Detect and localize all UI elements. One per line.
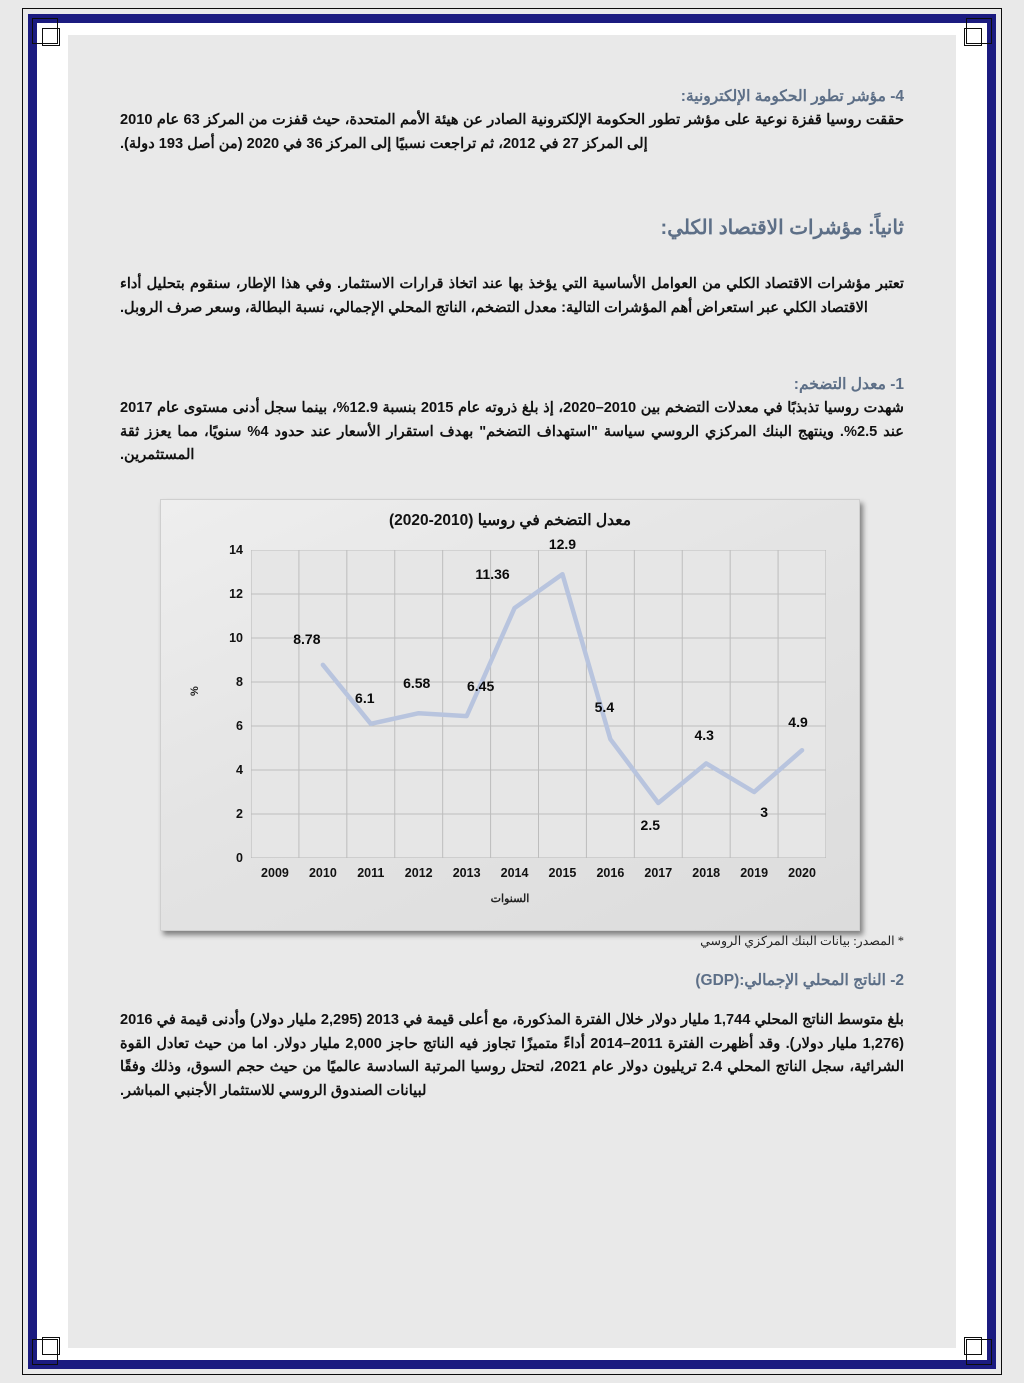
section-macro-paragraph-wrap	[120, 273, 904, 320]
chart-data-label: 11.36	[475, 566, 510, 583]
chart-data-label: 6.45	[467, 678, 495, 695]
chart-data-label: 3	[760, 804, 769, 820]
chart-data-label: 5.4	[594, 699, 615, 716]
chart-y-tick-label: 14	[229, 543, 243, 557]
section-egov-heading-wrap	[120, 87, 904, 106]
chart-y-tick-label: 10	[229, 631, 243, 645]
chart-plot-area	[251, 550, 826, 858]
section-gdp-heading-wrap	[120, 971, 904, 990]
section-egov-paragraph: حققت روسيا قفزة نوعية على مؤشر تطور الحكومة الإلكترونية الصادر عن هيئة الأمم المتحدة، حيث قفزت من المركز 63 عام 2010 إلى المركز 27 في 2012، ثم تراجعت نسبيًا إلى المركز 36 في 2020 (من أصل 193 دولة).	[120, 112, 904, 152]
chart-svg	[251, 550, 826, 858]
chart-x-tick-label: 2011	[357, 866, 385, 880]
chart-data-label: 6.1	[355, 689, 375, 706]
chart-x-tick-label: 2020	[788, 866, 816, 880]
chart-x-axis-label: السنوات	[490, 893, 530, 905]
chart-x-tick-label: 2015	[548, 866, 577, 880]
document-sheet	[68, 35, 956, 1348]
section-gdp-paragraph-wrap	[120, 1009, 904, 1104]
section-macro-paragraph: تعتبر مؤشرات الاقتصاد الكلي من العوامل الأساسية التي يؤخذ بها عند اتخاذ قرارات الاستثمار. وفي هذا الإطار، سنقوم بتحليل أداء الاقتصاد الكلي عبر استعراض أهم المؤشرات التالية: معدل التضخم، الناتج المحلي الإجمالي، نسبة البطالة، وسعر صرف الروبل.	[120, 276, 904, 316]
chart-y-tick-label: 2	[236, 807, 243, 821]
chart-x-tick-label: 2014	[500, 866, 529, 880]
chart-y-tick-label: 8	[236, 675, 243, 689]
chart-data-label: 4.3	[694, 727, 714, 744]
section-egov-heading: 4- مؤشر تطور الحكومة الإلكترونية:	[680, 88, 904, 105]
chart-y-tick-label: 12	[229, 587, 243, 601]
corner-ornament-top-left-inner	[42, 28, 60, 46]
chart-data-label: 4.9	[788, 714, 808, 731]
chart-x-tick-label: 2013	[452, 866, 481, 880]
section-egov-paragraph-wrap	[120, 109, 904, 156]
inflation-chart	[160, 499, 860, 931]
corner-ornament-bottom-left-inner	[42, 1337, 60, 1355]
chart-data-label: 6.58	[403, 675, 431, 692]
chart-x-tick-label: 2019	[740, 866, 769, 880]
chart-data-label: 8.78	[293, 630, 321, 647]
section-gdp-heading: 2- الناتج المحلي الإجمالي:(GDP)	[695, 972, 904, 989]
section-macro-heading: ثانياً: مؤشرات الاقتصاد الكلي:	[660, 217, 904, 239]
chart-x-tick-label: 2010	[308, 866, 337, 880]
section-macro-heading-wrap	[120, 215, 904, 240]
section-inflation-heading: 1- معدل التضخم:	[793, 376, 904, 393]
chart-x-tick-label: 2009	[261, 866, 289, 880]
chart-y-tick-label: 0	[236, 851, 243, 865]
section-inflation-paragraph: شهدت روسيا تذبذبًا في معدلات التضخم بين 2010–2020، إذ بلغ ذروته عام 2015 بنسبة 12.9%، بينما سجل أدنى مستوى عام 2017 عند 2.5%. وينتهج البنك المركزي الروسي سياسة "استهداف التضخم" بهدف استقرار الأسعار عند حدود 4% سنويًا، مما يعزز ثقة المستثمرين.	[120, 400, 904, 464]
corner-ornament-top-right-inner	[964, 28, 982, 46]
chart-x-tick-label: 2018	[692, 866, 721, 880]
chart-data-label: 12.9	[548, 536, 577, 553]
chart-title: معدل التضخم في روسيا (2010-2020)	[388, 512, 632, 529]
chart-x-tick-label: 2012	[404, 866, 433, 880]
section-inflation-heading-wrap	[120, 375, 904, 394]
chart-y-tick-label: 6	[236, 719, 243, 733]
corner-ornament-bottom-right-inner	[964, 1337, 982, 1355]
chart-source-note: * المصدر: بيانات البنك المركزي الروسي	[700, 934, 904, 948]
chart-x-tick-label: 2016	[596, 866, 625, 880]
section-gdp-paragraph: بلغ متوسط الناتج المحلي 1,744 مليار دولار خلال الفترة المذكورة، مع أعلى قيمة في 2013 (2,295 مليار دولار) وأدنى قيمة في 2016 (1,276 مليار دولار). وقد أظهرت الفترة 2011–2014 أداءً متميزًا تجاوز فيه الناتج حاجز 2,000 مليار دولار. اما من حيث تعادل القوة الشرائية، سجل الناتج المحلي 2.4 تريليون دولار عام 2021، لتحتل روسيا المرتبة السادسة عالميًا من حيث حجم السوق، وذلك وفقًا لبيانات الصندوق الروسي للاستثمار الأجنبي المباشر.	[120, 1012, 905, 1099]
chart-source-note-wrap	[120, 933, 904, 949]
chart-y-tick-label: 4	[236, 763, 243, 777]
chart-x-tick-label: 2017	[644, 866, 673, 880]
chart-y-axis-label: %	[189, 686, 201, 696]
chart-data-label: 2.5	[640, 817, 661, 833]
section-inflation-paragraph-wrap	[120, 397, 904, 468]
